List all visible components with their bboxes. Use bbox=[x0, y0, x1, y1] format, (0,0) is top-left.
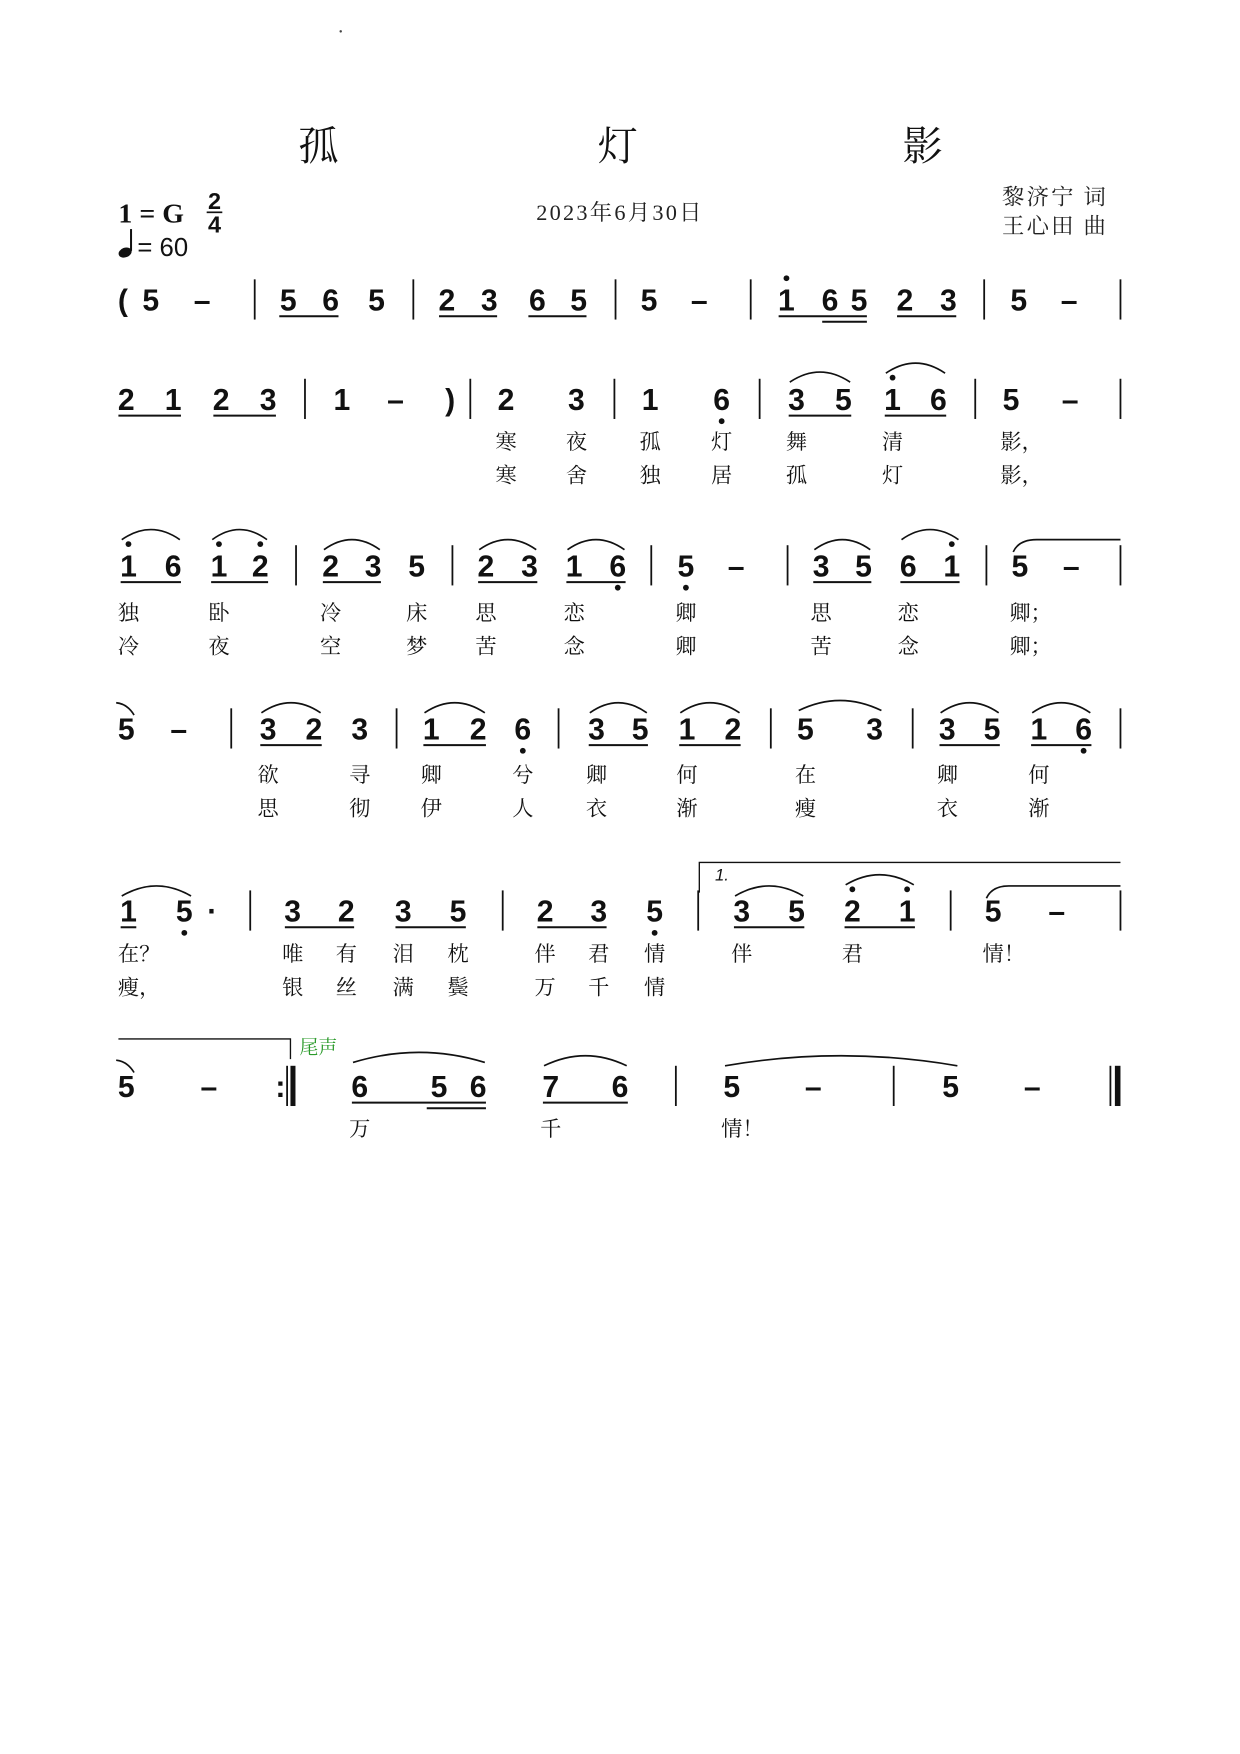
jianpu-note: 5 bbox=[1010, 284, 1028, 318]
jianpu-note: 6 bbox=[514, 713, 532, 747]
jianpu-note: ) bbox=[445, 384, 456, 418]
jianpu-note: 5 bbox=[368, 284, 385, 318]
lyric-char: 梦 bbox=[406, 634, 428, 660]
composer-credit: 王心田 曲 bbox=[1002, 213, 1109, 239]
jianpu-note: 1 bbox=[898, 895, 916, 929]
lyric-char: 衣 bbox=[585, 796, 608, 822]
high-octave-dot bbox=[216, 541, 222, 547]
lyric-char: 万 bbox=[349, 1117, 371, 1143]
lyric-char: 寒 bbox=[495, 463, 517, 489]
jianpu-note: 6 bbox=[611, 1071, 629, 1105]
lyric-char: 恋 bbox=[563, 601, 585, 627]
stray-mark bbox=[339, 30, 341, 32]
jianpu-note: 6 bbox=[929, 384, 947, 418]
lyric-char: 冷 bbox=[320, 601, 342, 627]
jianpu-note: 6 bbox=[164, 550, 182, 584]
lyric-char: 何 bbox=[676, 763, 698, 789]
jianpu-note: 2 bbox=[896, 284, 914, 318]
lyric-char: 夜 bbox=[208, 634, 230, 660]
high-octave-dot bbox=[904, 886, 910, 892]
lyric-char: 情！ bbox=[982, 941, 1025, 967]
lyricist-credit: 黎济宁 词 bbox=[1002, 184, 1109, 210]
jianpu-note: 1 bbox=[678, 713, 696, 747]
jianpu-note: 2 bbox=[438, 284, 456, 318]
jianpu-note: – bbox=[1062, 550, 1080, 584]
jianpu-note: 3 bbox=[812, 550, 830, 584]
lyric-char: 满 bbox=[392, 975, 414, 1001]
lyric-char: 冷 bbox=[117, 634, 140, 660]
lyric-char: 舍 bbox=[565, 463, 588, 489]
low-octave-dot bbox=[520, 748, 526, 754]
lyric-char: 孤 bbox=[639, 430, 661, 456]
jianpu-note: 2 bbox=[843, 895, 861, 929]
jianpu-note: 5 bbox=[677, 550, 695, 584]
title-char: 影 bbox=[902, 123, 943, 170]
lyric-char: 瘦， bbox=[117, 975, 161, 1001]
lyric-char: 居 bbox=[711, 463, 733, 489]
low-octave-dot bbox=[683, 585, 689, 591]
lyric-char: 伴 bbox=[731, 941, 753, 967]
jianpu-note: 2 bbox=[724, 713, 742, 747]
jianpu-note: 5 bbox=[117, 1071, 135, 1105]
jianpu-note: 6 bbox=[609, 550, 627, 584]
jianpu-note: 3 bbox=[866, 713, 884, 747]
jianpu-note: – bbox=[690, 284, 708, 318]
lyric-char: 独 bbox=[117, 601, 140, 627]
lyric-char: 床 bbox=[406, 601, 428, 627]
lyric-char: 苦 bbox=[810, 634, 832, 660]
jianpu-note: 1 bbox=[1030, 713, 1048, 747]
low-octave-dot bbox=[181, 930, 187, 936]
lyric-char: 万 bbox=[534, 975, 556, 1001]
jianpu-note: 6 bbox=[821, 284, 839, 318]
thick-barline bbox=[290, 1066, 295, 1106]
jianpu-note: 3 bbox=[259, 384, 277, 418]
lyric-char: 伊 bbox=[420, 796, 442, 822]
lyric-char: 瘦 bbox=[794, 796, 817, 822]
lyric-char: 恋 bbox=[897, 601, 919, 627]
jianpu-note: 6 bbox=[322, 284, 340, 318]
jianpu-note: – bbox=[387, 384, 404, 418]
high-octave-dot bbox=[126, 541, 132, 547]
jianpu-note: 5 bbox=[942, 1071, 960, 1105]
jianpu-note: · bbox=[207, 895, 218, 929]
title-char: 灯 bbox=[597, 123, 638, 170]
jianpu-note: 3 bbox=[480, 284, 498, 318]
jianpu-note: – bbox=[1061, 384, 1079, 418]
jianpu-note: 3 bbox=[521, 550, 538, 584]
jianpu-note: 2 bbox=[337, 895, 355, 929]
key-signature: 1 = G bbox=[118, 198, 184, 230]
jianpu-note: 1 bbox=[943, 550, 961, 584]
jianpu-note: 5 bbox=[570, 284, 588, 318]
lyric-char: 丝 bbox=[335, 975, 357, 1001]
lyric-char: 千 bbox=[588, 975, 610, 1001]
lyric-char: 唯 bbox=[282, 941, 304, 967]
jianpu-note: 3 bbox=[351, 713, 369, 747]
lyric-char: 人 bbox=[512, 796, 534, 822]
lyric-char: 卧 bbox=[208, 601, 230, 627]
lyric-char: 渐 bbox=[676, 796, 698, 822]
jianpu-note: 6 bbox=[713, 384, 731, 418]
low-octave-dot bbox=[652, 930, 658, 936]
jianpu-note: 5 bbox=[1011, 550, 1029, 584]
lyric-char: 君 bbox=[841, 941, 863, 967]
jianpu-note: 1 bbox=[120, 550, 137, 584]
lyric-char: 枕 bbox=[447, 941, 469, 967]
jianpu-note: 5 bbox=[117, 713, 135, 747]
lyric-char: 孤 bbox=[785, 463, 808, 489]
lyric-char: 念 bbox=[563, 634, 585, 660]
jianpu-note: 2 bbox=[322, 550, 340, 584]
jianpu-note: 1 bbox=[641, 384, 659, 418]
jianpu-note: 1 bbox=[210, 550, 228, 584]
jianpu-note: – bbox=[727, 550, 745, 584]
jianpu-note: 2 bbox=[251, 550, 269, 584]
jianpu-note: – bbox=[200, 1071, 218, 1105]
low-octave-dot bbox=[615, 585, 621, 591]
lyric-char: 思 bbox=[810, 601, 832, 627]
lyric-char: 银 bbox=[282, 975, 304, 1001]
lyric-char: 灯 bbox=[881, 463, 904, 489]
jianpu-note: 5 bbox=[984, 895, 1002, 929]
jianpu-note: 3 bbox=[284, 895, 302, 929]
jianpu-note: – bbox=[1048, 895, 1066, 929]
low-octave-dot bbox=[1081, 748, 1087, 754]
jianpu-note: 2 bbox=[212, 384, 230, 418]
jianpu-note: 2 bbox=[305, 713, 323, 747]
lyric-char: 苦 bbox=[475, 634, 497, 660]
jianpu-note: – bbox=[804, 1071, 822, 1105]
jianpu-note: 2 bbox=[469, 713, 487, 747]
lyric-char: 卿 bbox=[936, 763, 958, 789]
lyric-char: 卿 bbox=[585, 763, 608, 789]
time-signature-unit: 4 bbox=[207, 211, 222, 238]
lyric-char: 寻 bbox=[349, 763, 371, 789]
jianpu-note: 5 bbox=[430, 1071, 448, 1105]
lyric-char: 鬓 bbox=[447, 975, 469, 1001]
jianpu-note: 5 bbox=[408, 550, 426, 584]
jianpu-note: 3 bbox=[940, 284, 957, 318]
lyric-char: 念 bbox=[897, 634, 919, 660]
jianpu-note: 5 bbox=[646, 895, 664, 929]
lyric-char: 情 bbox=[644, 975, 666, 1001]
lyric-char: 卿； bbox=[1009, 601, 1052, 627]
high-octave-dot bbox=[257, 541, 263, 547]
time-signature-beats: 2 bbox=[207, 187, 222, 214]
tempo-marking: = 60 bbox=[137, 233, 189, 262]
jianpu-note: 7 bbox=[542, 1071, 560, 1105]
jianpu-note: 3 bbox=[568, 384, 585, 418]
lyric-char: 兮 bbox=[512, 763, 534, 789]
jianpu-note: 5 bbox=[142, 284, 160, 318]
jianpu-note: 5 bbox=[279, 284, 297, 318]
lyric-char: 君 bbox=[588, 941, 610, 967]
jianpu-note: 6 bbox=[469, 1071, 487, 1105]
jianpu-note: 2 bbox=[117, 384, 135, 418]
lyric-char: 情！ bbox=[721, 1117, 764, 1143]
high-octave-dot bbox=[890, 375, 896, 381]
jianpu-note: 3 bbox=[938, 713, 956, 747]
jianpu-note: 6 bbox=[1075, 713, 1092, 747]
jianpu-note: 1 bbox=[778, 284, 795, 318]
high-octave-dot bbox=[949, 541, 955, 547]
jianpu-note: – bbox=[170, 713, 188, 747]
lyric-char: 伴 bbox=[534, 941, 556, 967]
jianpu-note: : bbox=[275, 1071, 286, 1105]
jianpu-note: – bbox=[1060, 284, 1078, 318]
lyric-char: 卿 bbox=[420, 763, 442, 789]
lyric-char: 彻 bbox=[349, 796, 371, 822]
jianpu-note: 1 bbox=[333, 384, 351, 418]
jianpu-note: 1 bbox=[120, 895, 137, 929]
jianpu-note: 5 bbox=[983, 713, 1001, 747]
lyric-char: 在？ bbox=[117, 941, 161, 967]
jianpu-note: 3 bbox=[588, 713, 605, 747]
lyric-char: 舞 bbox=[785, 430, 808, 456]
jianpu-note: – bbox=[193, 284, 211, 318]
jianpu-note: 2 bbox=[477, 550, 495, 584]
jianpu-note: 2 bbox=[536, 895, 554, 929]
lyric-char: 泪 bbox=[392, 941, 414, 967]
high-octave-dot bbox=[784, 275, 790, 281]
jianpu-note: 5 bbox=[788, 895, 805, 929]
jianpu-note: 5 bbox=[640, 284, 658, 318]
jianpu-note: 5 bbox=[850, 284, 868, 318]
jianpu-note: 3 bbox=[394, 895, 412, 929]
jianpu-note: 6 bbox=[899, 550, 917, 584]
date-label: 2023年6月30日 bbox=[536, 200, 704, 226]
lyric-char: 灯 bbox=[711, 430, 733, 456]
lyric-char: 卿 bbox=[675, 634, 697, 660]
jianpu-note: 5 bbox=[835, 384, 852, 418]
jianpu-note: – bbox=[1023, 1071, 1041, 1105]
high-octave-dot bbox=[849, 886, 855, 892]
jianpu-note: 1 bbox=[884, 384, 901, 418]
jianpu-note: 5 bbox=[1002, 384, 1020, 418]
lyric-char: 思 bbox=[257, 796, 279, 822]
jianpu-note: 5 bbox=[449, 895, 467, 929]
lyric-char: 渐 bbox=[1028, 796, 1050, 822]
jianpu-note: 5 bbox=[175, 895, 193, 929]
lyric-char: 何 bbox=[1028, 763, 1050, 789]
lyric-char: 清 bbox=[881, 430, 904, 456]
lyric-char: 夜 bbox=[565, 430, 588, 456]
jianpu-note: 5 bbox=[797, 713, 814, 747]
jianpu-note: 3 bbox=[733, 895, 751, 929]
lyric-char: 在 bbox=[794, 763, 817, 789]
lyric-char: 思 bbox=[475, 601, 497, 627]
jianpu-note: 3 bbox=[364, 550, 382, 584]
lyric-char: 独 bbox=[639, 463, 661, 489]
jianpu-note: 1 bbox=[422, 713, 440, 747]
jianpu-note: 3 bbox=[590, 895, 608, 929]
lyric-char: 影， bbox=[1000, 463, 1043, 489]
jianpu-note: 5 bbox=[723, 1071, 741, 1105]
thick-barline bbox=[1115, 1066, 1121, 1106]
lyric-char: 卿； bbox=[1009, 634, 1052, 660]
low-octave-dot bbox=[719, 418, 725, 424]
lyric-char: 有 bbox=[335, 941, 357, 967]
lyric-char: 影， bbox=[1000, 430, 1043, 456]
jianpu-note: ( bbox=[117, 284, 128, 318]
lyric-char: 欲 bbox=[257, 763, 279, 789]
lyric-char: 情 bbox=[644, 941, 666, 967]
jianpu-note: 3 bbox=[259, 713, 277, 747]
jianpu-note: 5 bbox=[855, 550, 872, 584]
title-char: 孤 bbox=[298, 123, 339, 170]
lyric-char: 卿 bbox=[675, 601, 697, 627]
lyric-char: 空 bbox=[320, 634, 342, 660]
jianpu-note: 1 bbox=[164, 384, 182, 418]
jianpu-note: 1 bbox=[565, 550, 583, 584]
lyric-char: 寒 bbox=[495, 430, 517, 456]
volta-label: 1. bbox=[714, 865, 729, 885]
lyric-char: 千 bbox=[540, 1117, 562, 1143]
jianpu-note: 6 bbox=[528, 284, 546, 318]
jianpu-note: 6 bbox=[351, 1071, 369, 1105]
jianpu-note: 2 bbox=[497, 384, 515, 418]
lyric-char: 衣 bbox=[936, 796, 958, 822]
coda-label: 尾声 bbox=[299, 1036, 338, 1059]
jianpu-note: 3 bbox=[788, 384, 805, 418]
jianpu-note: 5 bbox=[631, 713, 649, 747]
